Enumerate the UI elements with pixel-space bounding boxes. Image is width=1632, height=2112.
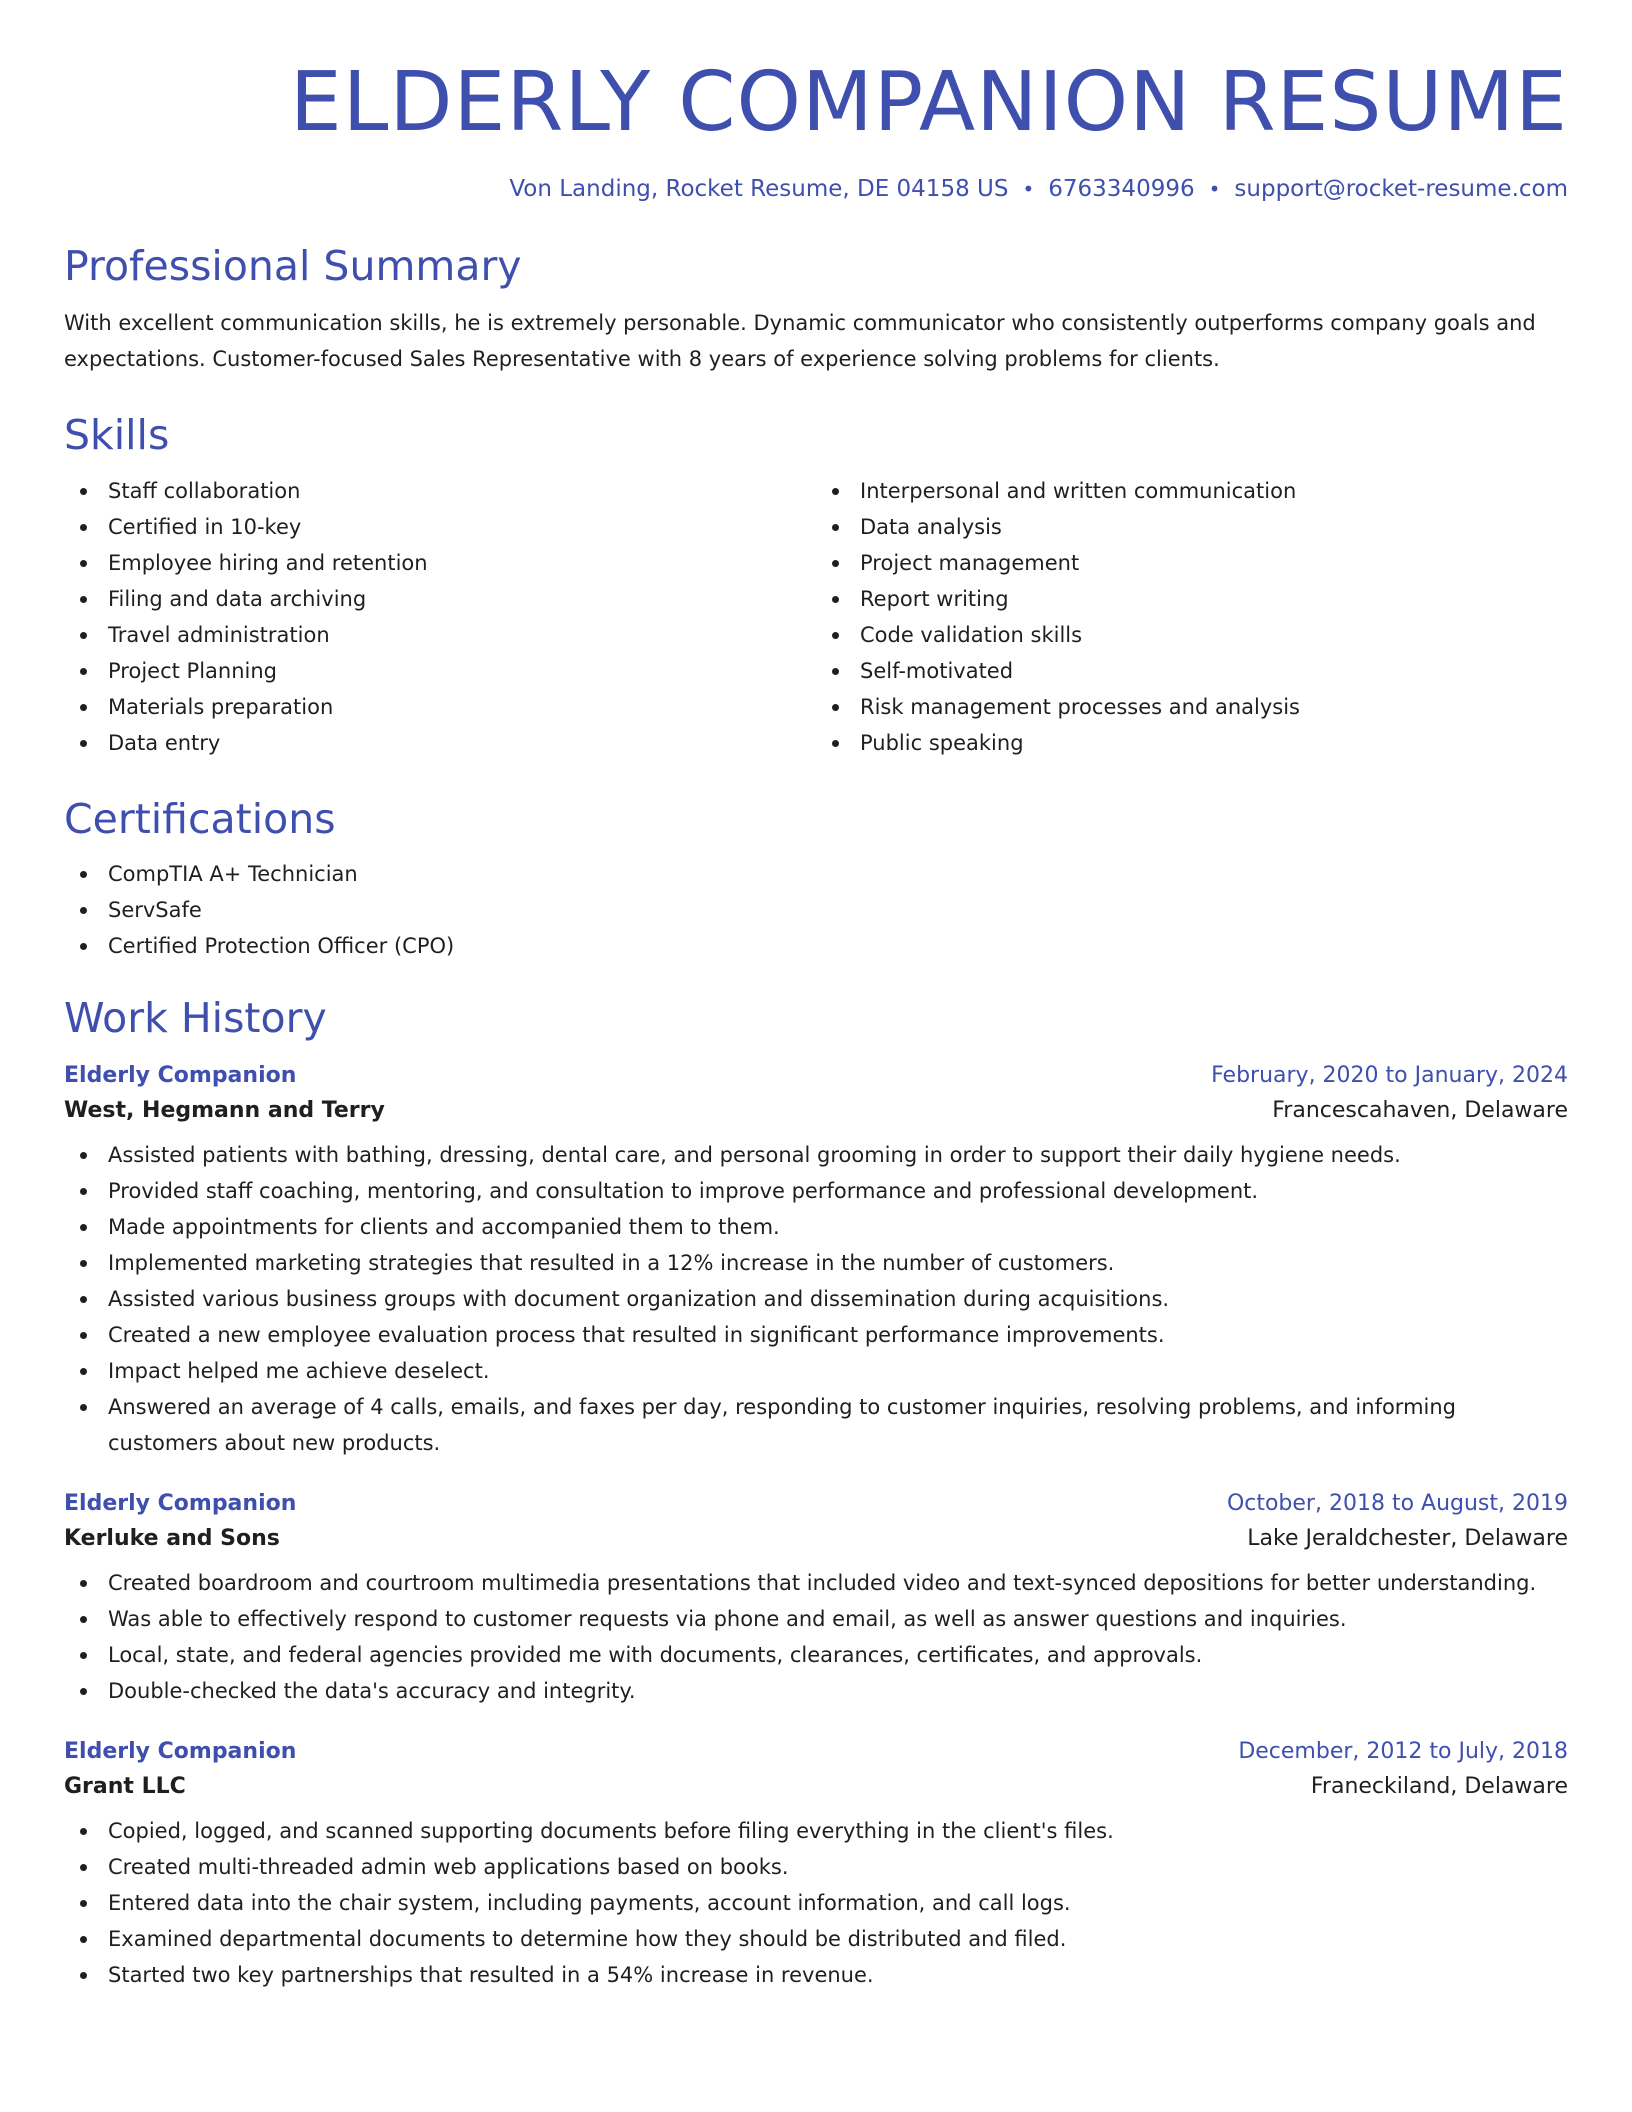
contact-phone: 6763340996 <box>1048 176 1195 203</box>
skill-item: Interpersonal and written communication <box>816 473 1568 509</box>
summary-text: With excellent communication skills, he is extremely personable. Dynamic communicator who consistently outperforms company goals and expectations. Customer-focused Sales Representative with 8 years of experience solving problems for clients. <box>64 311 1536 372</box>
skill-item: Materials preparation <box>64 689 816 725</box>
job-bullet: Implemented marketing strategies that resulted in a 12% increase in the number of customers. <box>64 1245 1568 1281</box>
job-bullet: Answered an average of 4 calls, emails, and faxes per day, responding to customer inquiries, resolving problems, and informing customers about new products. <box>64 1389 1568 1461</box>
job-header-row <box>64 1739 1568 1764</box>
skill-item: Staff collaboration <box>64 473 816 509</box>
job-location: Lake Jeraldchester, Delaware <box>1247 1526 1568 1552</box>
job-dates: October, 2018 to August, 2019 <box>1226 1491 1568 1517</box>
skills-heading: Skills <box>64 411 170 460</box>
certification-item: CompTIA A+ Technician <box>64 856 1568 892</box>
job-bullet: Impact helped me achieve deselect. <box>64 1353 1568 1389</box>
skill-item: Travel administration <box>64 617 816 653</box>
job-company: Kerluke and Sons <box>64 1526 280 1552</box>
skill-item: Data entry <box>64 725 816 761</box>
resume-header <box>64 56 1568 202</box>
skill-item: Code validation skills <box>816 617 1568 653</box>
skills-list-left <box>64 473 816 761</box>
job-entry <box>64 1063 1568 1461</box>
certification-item: Certified Protection Officer (CPO) <box>64 928 1568 964</box>
contact-separator: • <box>1022 177 1035 202</box>
job-header-row <box>64 1063 1568 1088</box>
job-bullet: Assisted patients with bathing, dressing, dental care, and personal grooming in order to support their daily hygiene needs. <box>64 1137 1568 1173</box>
job-bullet: Examined departmental documents to determine how they should be distributed and filed. <box>64 1921 1568 1957</box>
job-bullet: Local, state, and federal agencies provided me with documents, clearances, certificates, and approvals. <box>64 1637 1568 1673</box>
skill-item: Self-motivated <box>816 653 1568 689</box>
job-entry <box>64 1491 1568 1709</box>
job-bullet: Provided staff coaching, mentoring, and consultation to improve performance and professional development. <box>64 1173 1568 1209</box>
skills-list-right <box>816 473 1568 761</box>
skill-item: Project management <box>816 545 1568 581</box>
job-bullet: Entered data into the chair system, including payments, account information, and call logs. <box>64 1885 1568 1921</box>
skill-item: Employee hiring and retention <box>64 545 816 581</box>
job-company-row <box>64 1774 1568 1799</box>
skill-item: Project Planning <box>64 653 816 689</box>
skills-column-left <box>64 473 816 761</box>
contact-separator: • <box>1208 177 1221 202</box>
job-dates: February, 2020 to January, 2024 <box>1211 1063 1568 1089</box>
skills-section <box>64 411 1568 760</box>
job-company: West, Hegmann and Terry <box>64 1098 385 1124</box>
summary-section <box>64 242 1568 377</box>
skill-item: Report writing <box>816 581 1568 617</box>
work-history-section <box>64 994 1568 1993</box>
job-bullet: Assisted various business groups with document organization and dissemination during acquisitions. <box>64 1281 1568 1317</box>
job-company-row <box>64 1526 1568 1551</box>
job-header-row <box>64 1491 1568 1516</box>
job-company-row <box>64 1098 1568 1123</box>
certifications-heading: Certifications <box>64 794 336 843</box>
skill-item: Filing and data archiving <box>64 581 816 617</box>
job-bullet: Created multi-threaded admin web applications based on books. <box>64 1849 1568 1885</box>
summary-heading: Professional Summary <box>64 242 522 291</box>
job-title: Elderly Companion <box>64 1063 297 1089</box>
skills-grid <box>64 473 1568 761</box>
job-bullet: Double-checked the data's accuracy and integrity. <box>64 1673 1568 1709</box>
resume-title: ELDERLY COMPANION RESUME <box>289 55 1568 150</box>
work-history-heading: Work History <box>64 993 327 1042</box>
job-location: Francescahaven, Delaware <box>1272 1098 1568 1124</box>
skill-item: Public speaking <box>816 725 1568 761</box>
certification-item: ServSafe <box>64 892 1568 928</box>
job-location: Franeckiland, Delaware <box>1310 1774 1568 1800</box>
job-bullet: Made appointments for clients and accompanied them to them. <box>64 1209 1568 1245</box>
skill-item: Risk management processes and analysis <box>816 689 1568 725</box>
contact-email[interactable]: support@rocket-resume.com <box>1234 176 1568 203</box>
job-bullet: Copied, logged, and scanned supporting documents before filing everything in the client's files. <box>64 1813 1568 1849</box>
certifications-list <box>64 856 1568 964</box>
job-title: Elderly Companion <box>64 1491 297 1517</box>
contact-line <box>64 176 1568 202</box>
skill-item: Data analysis <box>816 509 1568 545</box>
job-entry <box>64 1739 1568 1993</box>
job-bullet: Started two key partnerships that resulted in a 54% increase in revenue. <box>64 1957 1568 1993</box>
job-company: Grant LLC <box>64 1774 186 1800</box>
job-bullets <box>64 1565 1568 1709</box>
contact-address: Von Landing, Rocket Resume, DE 04158 US <box>509 176 1009 203</box>
certifications-section <box>64 795 1568 964</box>
job-bullet: Was able to effectively respond to customer requests via phone and email, as well as answer questions and inquiries. <box>64 1601 1568 1637</box>
skill-item: Certified in 10-key <box>64 509 816 545</box>
job-bullet: Created a new employee evaluation process that resulted in significant performance improvements. <box>64 1317 1568 1353</box>
skills-column-right <box>816 473 1568 761</box>
job-title: Elderly Companion <box>64 1739 297 1765</box>
job-bullet: Created boardroom and courtroom multimedia presentations that included video and text-synced depositions for better understanding. <box>64 1565 1568 1601</box>
job-bullets <box>64 1137 1568 1461</box>
job-bullets <box>64 1813 1568 1993</box>
job-dates: December, 2012 to July, 2018 <box>1238 1739 1568 1765</box>
